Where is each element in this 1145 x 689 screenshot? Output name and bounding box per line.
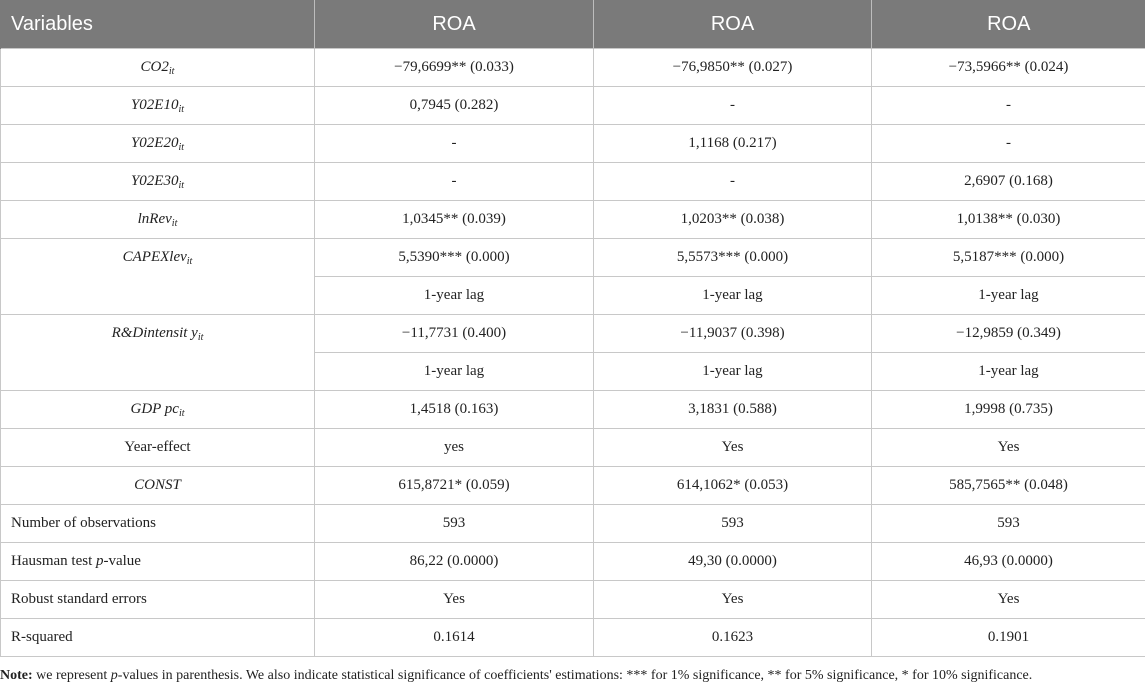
row-robust <box>1 581 1145 619</box>
label-y02e30: $Y02E30_{it}$ <box>1 163 315 201</box>
label-capexlev: CAPEXlev$_{it}$ <box>1 239 315 315</box>
label-rdintensity: R&Dintensit $y_{it}$ <box>1 315 315 391</box>
cell: 615,8721* (0.059) <box>315 467 594 505</box>
cell: Yes <box>872 581 1145 619</box>
row-rsquared <box>1 619 1145 657</box>
cell: - <box>315 125 594 163</box>
header-roa-2: ROA <box>594 0 872 49</box>
cell: 5,5187*** (0.000) <box>872 239 1145 277</box>
cell: Yes <box>594 429 872 467</box>
cell: Yes <box>594 581 872 619</box>
cell: - <box>872 87 1145 125</box>
cell: 49,30 (0.0000) <box>594 543 872 581</box>
cell: 1,0203** (0.038) <box>594 201 872 239</box>
cell: Yes <box>872 429 1145 467</box>
row-co2 <box>1 49 1145 87</box>
row-lnrev <box>1 201 1145 239</box>
row-year-effect <box>1 429 1145 467</box>
row-observations <box>1 505 1145 543</box>
cell: 1-year lag <box>315 277 594 315</box>
cell: −73,5966** (0.024) <box>872 49 1145 87</box>
row-capexlev <box>1 239 1145 277</box>
cell: 0.1623 <box>594 619 872 657</box>
cell: −11,7731 (0.400) <box>315 315 594 353</box>
row-const <box>1 467 1145 505</box>
cell: - <box>594 163 872 201</box>
cell: 593 <box>872 505 1145 543</box>
cell: 593 <box>594 505 872 543</box>
cell: 0.1614 <box>315 619 594 657</box>
label-gdppc: GDP $pc_{it}$ <box>1 391 315 429</box>
cell: 1-year lag <box>594 277 872 315</box>
cell: 86,22 (0.0000) <box>315 543 594 581</box>
cell: 5,5573*** (0.000) <box>594 239 872 277</box>
cell: 5,5390*** (0.000) <box>315 239 594 277</box>
cell: Yes <box>315 581 594 619</box>
label-co2: $CO2_{it}$ <box>1 49 315 87</box>
header-row <box>1 0 1145 49</box>
cell: −79,6699** (0.033) <box>315 49 594 87</box>
cell: 1,9998 (0.735) <box>872 391 1145 429</box>
cell: 1,0345** (0.039) <box>315 201 594 239</box>
row-gdppc <box>1 391 1145 429</box>
cell: 593 <box>315 505 594 543</box>
row-rdintensity <box>1 315 1145 353</box>
cell: 1-year lag <box>872 277 1145 315</box>
cell: 1,4518 (0.163) <box>315 391 594 429</box>
label-lnrev: lnRev$_{it}$ <box>1 201 315 239</box>
row-y02e20 <box>1 125 1145 163</box>
row-y02e10 <box>1 87 1145 125</box>
cell: −76,9850** (0.027) <box>594 49 872 87</box>
table-note: Note: we represent p-values in parenthesis. We also indicate statistical significance of coefficients' estimations: *** for 1% significance, ** for 5% significance, * for 10% significance. <box>0 668 1033 683</box>
row-y02e30 <box>1 163 1145 201</box>
note-label: Note: <box>0 668 33 683</box>
header-roa-3: ROA <box>872 0 1145 49</box>
cell: 3,1831 (0.588) <box>594 391 872 429</box>
cell: 614,1062* (0.053) <box>594 467 872 505</box>
label-hausman: Hausman test p-value <box>1 543 315 581</box>
cell: 1-year lag <box>594 353 872 391</box>
cell: 1-year lag <box>315 353 594 391</box>
label-rsquared: R-squared <box>1 619 315 657</box>
cell: - <box>872 125 1145 163</box>
label-y02e10: $Y02E10_{it}$ <box>1 87 315 125</box>
cell: 1,0138** (0.030) <box>872 201 1145 239</box>
label-year-effect: Year-effect <box>1 429 315 467</box>
label-robust: Robust standard errors <box>1 581 315 619</box>
label-y02e20: $Y02E20_{it}$ <box>1 125 315 163</box>
cell: 2,6907 (0.168) <box>872 163 1145 201</box>
cell: 1-year lag <box>872 353 1145 391</box>
cell: −12,9859 (0.349) <box>872 315 1145 353</box>
cell: 0.1901 <box>872 619 1145 657</box>
label-const: CONST <box>1 467 315 505</box>
header-variables: Variables <box>1 0 315 49</box>
cell: −11,9037 (0.398) <box>594 315 872 353</box>
cell: - <box>594 87 872 125</box>
cell: 0,7945 (0.282) <box>315 87 594 125</box>
cell: yes <box>315 429 594 467</box>
cell: 585,7565** (0.048) <box>872 467 1145 505</box>
header-roa-1: ROA <box>315 0 594 49</box>
cell: 1,1168 (0.217) <box>594 125 872 163</box>
cell: 46,93 (0.0000) <box>872 543 1145 581</box>
cell: - <box>315 163 594 201</box>
row-hausman <box>1 543 1145 581</box>
label-observations: Number of observations <box>1 505 315 543</box>
